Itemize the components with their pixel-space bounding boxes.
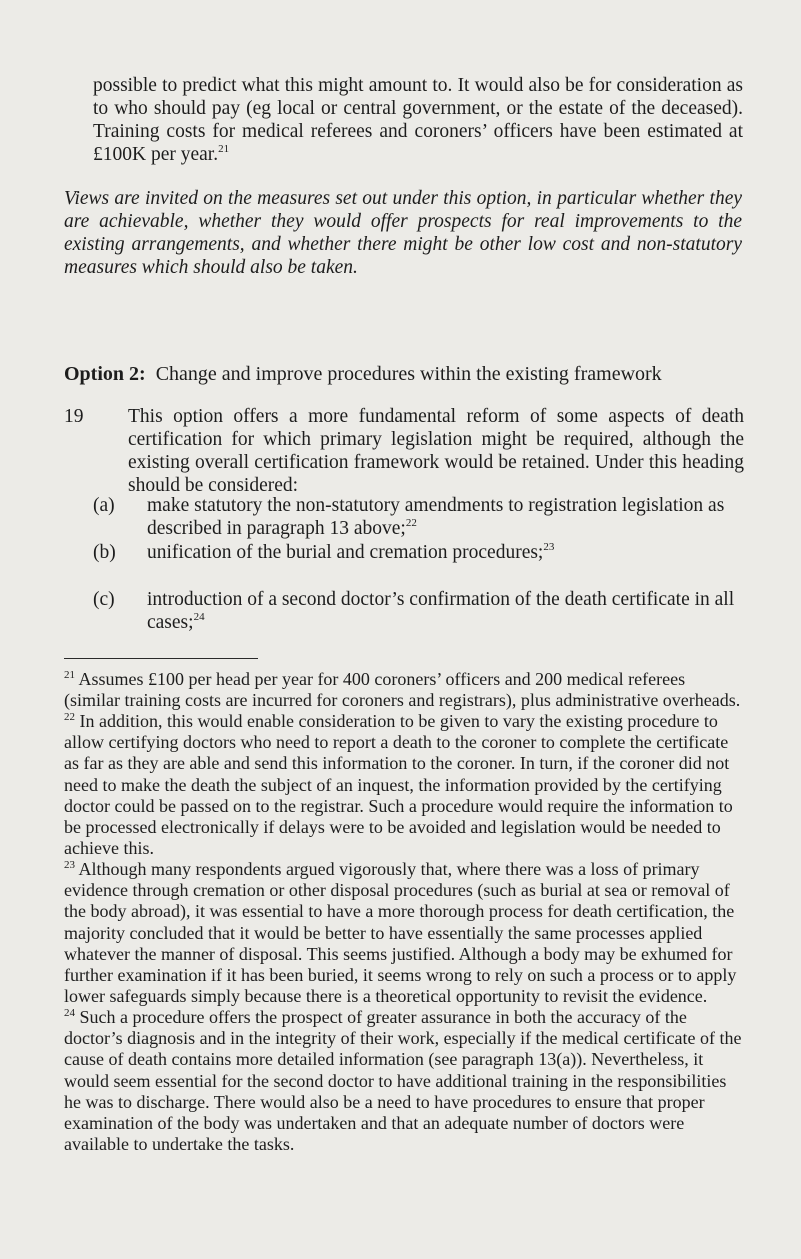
paragraph-19-text: This option offers a more fundamental reform of some aspects of death certification for which primary legislation might be required, although the existing overall certification framework would be retained. Under this heading should be considered: bbox=[128, 406, 744, 496]
list-item-text: unification of the burial and cremation procedures;$^{23}$ bbox=[147, 541, 555, 563]
footnote-ref-22: 22 bbox=[405, 517, 417, 529]
footnote-22 bbox=[64, 711, 744, 859]
footnote-number: 22 bbox=[64, 711, 75, 723]
footnote-divider bbox=[64, 658, 258, 659]
footnote-number: 21 bbox=[64, 669, 75, 681]
views-invited-paragraph: Views are invited on the measures set out under this option, in particular whether they are achievable, whether they would offer prospects for real improvements to the existing arrangements, and whether there might be other low cost and non-statutory measures which should also be taken. bbox=[64, 188, 742, 278]
option-heading: Option 2: Change and improve procedures within the existing framework bbox=[64, 363, 662, 385]
option-heading-label: Option 2 bbox=[64, 363, 140, 385]
footnote-ref-21: 21 bbox=[218, 143, 230, 155]
footnote-text: In addition, this would enable consideration to be given to vary the existing procedure to allow certifying doctors who need to report a death to the coroner to complete the certificate as far as they are able and send this information to the coroner. In turn, if the coroner did not need to make the death the subject of an inquest, the information provided by the certifying doctor could be passed on to the registrar. Such a procedure would require the information to be processed electronically if delays were to be avoided and legislation would be needed to achieve this. bbox=[64, 711, 733, 859]
footnote-23 bbox=[64, 859, 744, 1007]
continued-paragraph-text: possible to predict what this might amount to. It would also be for consideration as to who should pay (eg local or central government, or the estate of the deceased). Training costs for medical referees and coroners’ officers have been estimated at £100K per year. bbox=[93, 75, 743, 165]
footnote-ref-24: 24 bbox=[193, 611, 205, 623]
footnote-ref-23: 23 bbox=[543, 541, 555, 553]
list-item-text: make statutory the non-statutory amendments to registration legislation as described in paragraph 13 above;$^{22}$ bbox=[147, 495, 725, 539]
list-item-label: (c) bbox=[93, 589, 115, 610]
list-item-label: (b) bbox=[93, 542, 116, 563]
paragraph-number: 19 bbox=[64, 406, 84, 427]
list-item-label: (a) bbox=[93, 495, 115, 516]
footnote-24 bbox=[64, 1007, 744, 1155]
footnote-text: Assumes £100 per head per year for 400 coroners’ officers and 200 medical referees (similar training costs are incurred for coroners and registrars), plus administrative overheads. bbox=[64, 669, 741, 711]
option-heading-title: Change and improve procedures within the existing framework bbox=[155, 363, 662, 385]
footnote-text: Although many respondents argued vigorously that, where there was a loss of primary evidence through cremation or other disposal procedures (such as burial at sea or removal of the body abroad), it was essential to have a more thorough process for death certification, the majority concluded that it would be better to have essentially the same processes applied whatever the manner of disposal. This seems justified. Although a body may be exhumed for further examination if it has been buried, it seems wrong to rely on such a process or to apply lower safeguards simply because there is a theoretical opportunity to revisit the evidence. bbox=[64, 859, 737, 1007]
footnote-text: Such a procedure offers the prospect of greater assurance in both the accuracy of the doctor’s diagnosis and in the integrity of their work, especially if the medical certificate of the cause of death contains more detailed information (see paragraph 13(a)). Nevertheless, it would seem essential for the second doctor to have additional training in the responsibilities he was to discharge. There would also be a need to have procedures to ensure that proper examination of the body was undertaken and that an adequate number of doctors were available to undertake the tasks. bbox=[64, 1007, 742, 1155]
footnote-21 bbox=[64, 669, 744, 711]
footnote-number: 23 bbox=[64, 859, 75, 871]
footnote-number: 24 bbox=[64, 1007, 75, 1019]
continued-paragraph bbox=[93, 74, 743, 166]
list-item-text: introduction of a second doctor’s confirmation of the death certificate in all cases;$^{24}$ bbox=[147, 589, 735, 633]
